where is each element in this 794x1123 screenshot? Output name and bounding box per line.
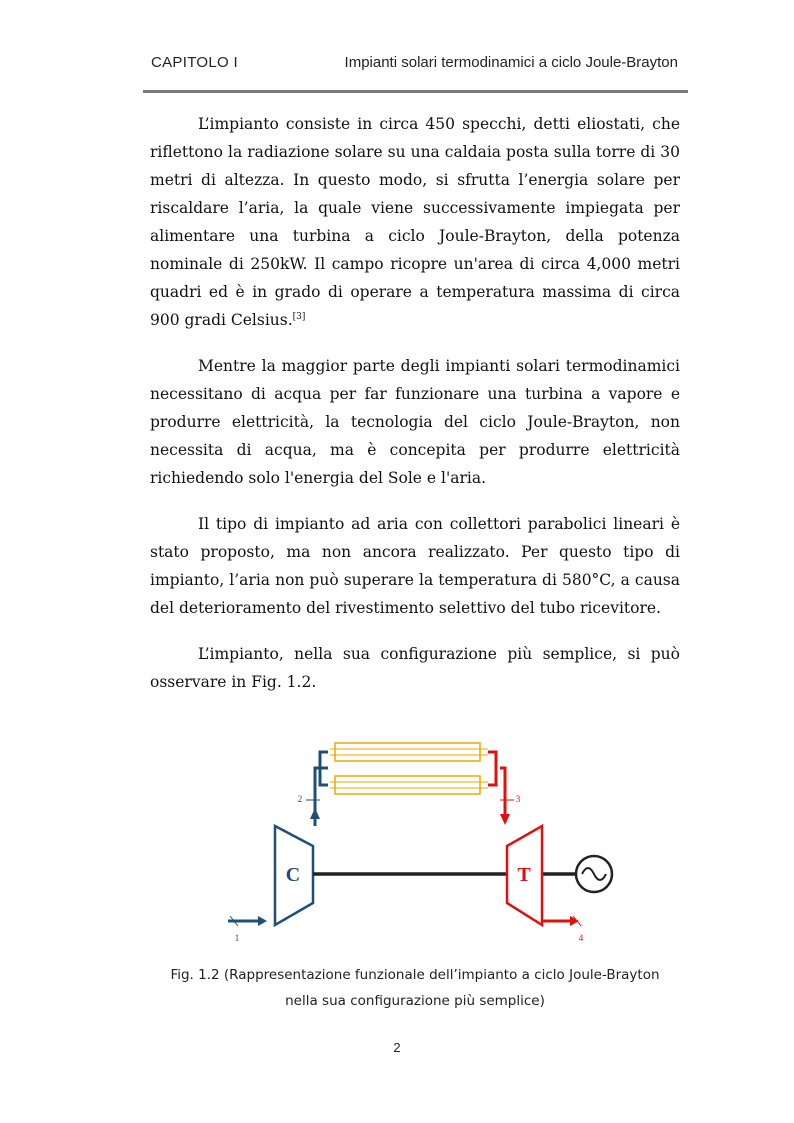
collector-top bbox=[335, 743, 480, 761]
figure-caption bbox=[150, 962, 680, 1014]
chapter-title: Impianti solari termodinamici a ciclo Joule-Brayton bbox=[344, 54, 678, 71]
body-text bbox=[150, 110, 680, 714]
turbine-label: T bbox=[517, 864, 531, 886]
paragraph: L’impianto consiste in circa 450 specchi, detti eliostati, che riflettono la radiazione solare su una caldaia posta sulla torre di 30 metri di altezza. In questo modo, si sfrutta l’energia solare per riscaldare l’aria, la quale viene successivamente impiegata per alimentare una turbina a ciclo Joule-Brayton, della potenza nominale di 250kW. Il campo ricopre un'area di circa 4,000 metri quadri ed è in grado di operare a temperatura massima di circa 900 gradi Celsius.[3] bbox=[150, 115, 680, 329]
caption-line: Fig. 1.2 (Rappresentazione funzionale dell’impianto a ciclo Joule-Brayton bbox=[170, 967, 660, 983]
point-label-2: 2 bbox=[297, 794, 303, 804]
hot-line bbox=[488, 752, 570, 921]
page-number: 2 bbox=[393, 1040, 401, 1055]
paragraph: L’impianto, nella sua configurazione più semplice, si può osservare in Fig. 1.2. bbox=[150, 645, 680, 691]
paragraph: Mentre la maggior parte degli impianti solari termodinamici necessitano di acqua per far funzionare una turbina a vapore e produrre elettricità, la tecnologia del ciclo Joule-Brayton, non necessita di acqua, ma è concepita per produrre elettricità richiedendo solo l'energia del Sole e l'aria. bbox=[150, 357, 680, 487]
brayton-cycle-figure bbox=[220, 728, 620, 948]
point-label-4: 4 bbox=[578, 933, 584, 943]
header-divider bbox=[143, 90, 688, 93]
page-header bbox=[143, 50, 688, 90]
arrow-down-icon bbox=[500, 814, 510, 825]
point-label-1: 1 bbox=[234, 933, 240, 943]
paragraph: Il tipo di impianto ad aria con collettori parabolici lineari è stato proposto, ma non ancora realizzato. Per questo tipo di impianto, l’aria non può superare la temperatura di 580°C, a causa del deterioramento del rivestimento selettivo del tubo ricevitore. bbox=[150, 515, 680, 617]
citation-ref: [3] bbox=[292, 311, 306, 322]
cycle-diagram bbox=[220, 728, 620, 948]
parabolic-collectors bbox=[330, 743, 488, 794]
point-label-3: 3 bbox=[515, 794, 521, 804]
caption-line: nella sua configurazione più semplice) bbox=[285, 993, 545, 1009]
arrow-right-icon bbox=[258, 916, 267, 926]
collector-bottom bbox=[335, 776, 480, 794]
compressor-label: C bbox=[285, 864, 301, 886]
arrow-up-icon bbox=[310, 808, 320, 819]
chapter-label: CAPITOLO I bbox=[151, 54, 238, 71]
